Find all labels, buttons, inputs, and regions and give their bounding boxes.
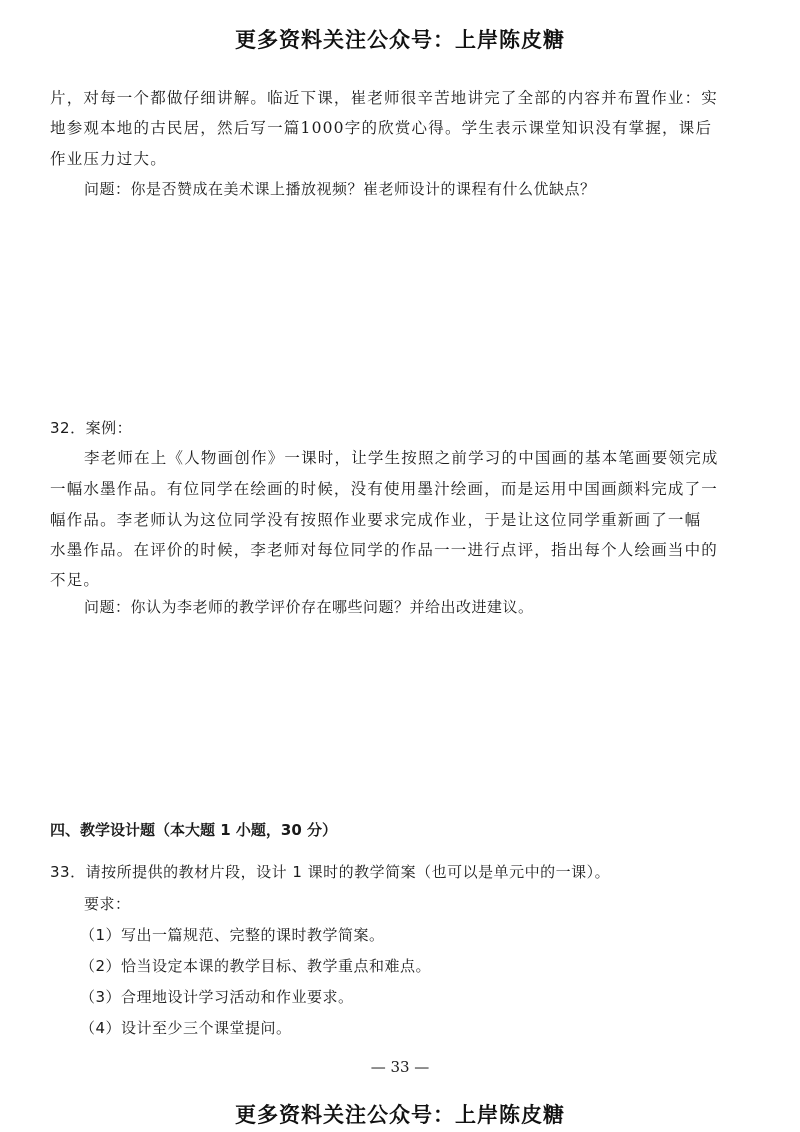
watermark-top: 更多资料关注公众号：上岸陈皮糖: [235, 28, 565, 52]
section-heading: 四、教学设计题（本大题 1 小题，30 分）: [50, 821, 337, 839]
q33-requirement-4: （4）设计至少三个课堂提问。: [80, 1019, 292, 1037]
q32-line-4: 水墨作品。在评价的时候，李老师对每位同学的作品一一进行点评，指出每个人绘画当中的: [50, 541, 719, 559]
q32-line-5: 不足。: [50, 571, 101, 589]
q33-requirement-3: （3）合理地设计学习活动和作业要求。: [80, 988, 354, 1006]
page-number: — 33 —: [370, 1058, 430, 1076]
q31-question: 问题：你是否赞成在美术课上播放视频？崔老师设计的课程有什么优缺点？: [84, 180, 596, 198]
q33-requirement-1: （1）写出一篇规范、完整的课时教学简案。: [80, 926, 385, 944]
q33-requirements-label: 要求：: [84, 895, 131, 913]
q32-line-1: 李老师在上《人物画创作》一课时，让学生按照之前学习的中国画的基本笔画要领完成: [84, 449, 719, 467]
q31-line-1: 片，对每一个都做仔细讲解。临近下课，崔老师很辛苦地讲完了全部的内容并布置作业：实: [50, 89, 719, 107]
q32-line-2: 一幅水墨作品。有位同学在绘画的时候，没有使用墨汁绘画，而是运用中国画颜料完成了一: [50, 480, 719, 498]
q31-line-2: 地参观本地的古民居，然后写一篇1000字的欣赏心得。学生表示课堂知识没有掌握，课后: [50, 119, 713, 137]
q32-label: 32．案例：: [50, 419, 133, 437]
q31-line-3: 作业压力过大。: [50, 150, 167, 168]
q33-requirement-2: （2）恰当设定本课的教学目标、教学重点和难点。: [80, 957, 432, 975]
q33-stem: 33．请按所提供的教材片段，设计 1 课时的教学简案（也可以是单元中的一课）。: [50, 863, 611, 881]
q32-question: 问题：你认为李老师的教学评价存在哪些问题？并给出改进建议。: [84, 598, 534, 616]
q32-line-3: 幅作品。李老师认为这位同学没有按照作业要求完成作业，于是让这位同学重新画了一幅: [50, 511, 702, 529]
watermark-bottom: 更多资料关注公众号：上岸陈皮糖: [235, 1103, 565, 1127]
